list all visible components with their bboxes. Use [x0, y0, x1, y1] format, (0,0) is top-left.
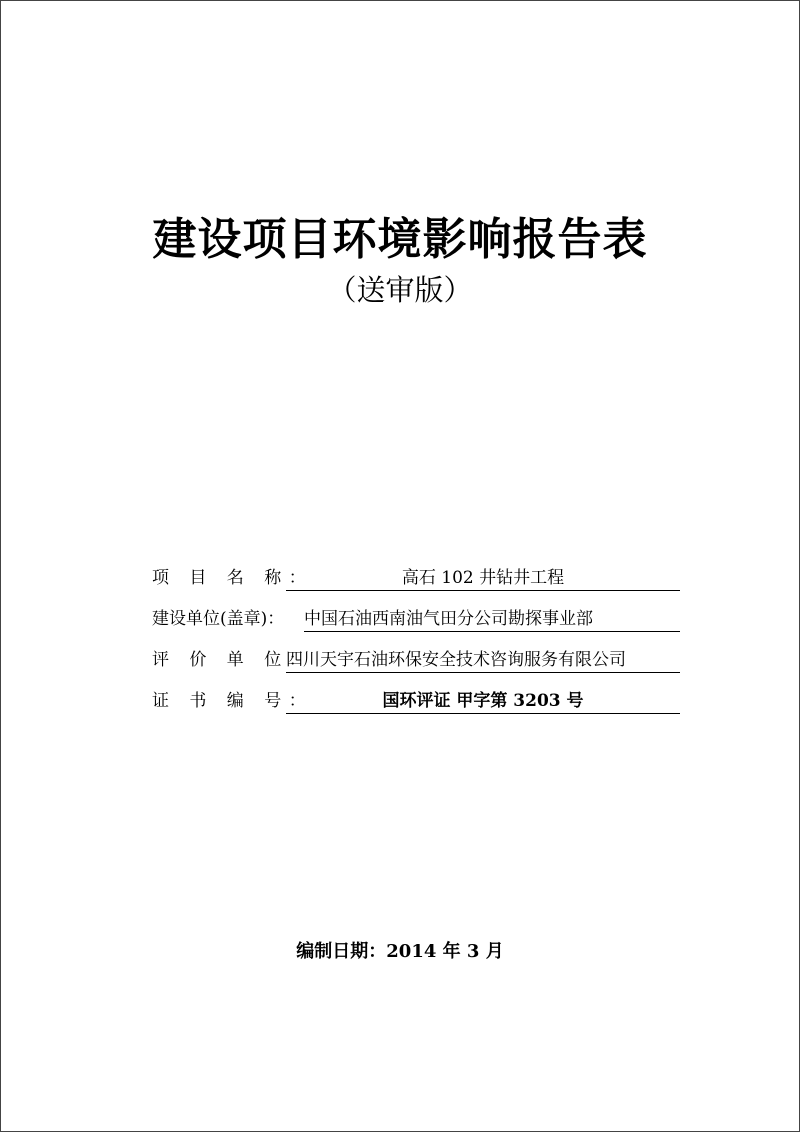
project-name-row: [152, 566, 682, 591]
evaluator-row: [152, 648, 682, 673]
project-info-block: [152, 566, 682, 730]
project-name-value: 高石 102 井钻井工程: [286, 566, 680, 591]
evaluator-label: 评 价 单 位：: [152, 650, 314, 670]
builder-row: [152, 607, 682, 632]
document-subtitle: （送审版）: [327, 273, 473, 307]
certificate-label: 证 书 编 号：: [152, 691, 314, 711]
certificate-row: [152, 689, 682, 714]
builder-value: 中国石油西南油气田分公司勘探事业部: [304, 607, 680, 632]
document-title: 建设项目环境影响报告表: [152, 214, 648, 265]
compile-date: 编制日期：2014 年 3 月: [296, 941, 504, 962]
certificate-value: 国环评证 甲字第 3203 号: [286, 689, 680, 714]
evaluator-value: 四川天宇石油环保安全技术咨询服务有限公司: [286, 648, 680, 673]
builder-label: 建设单位(盖章)：: [152, 609, 285, 629]
project-name-label: 项 目 名 称：: [152, 568, 314, 588]
